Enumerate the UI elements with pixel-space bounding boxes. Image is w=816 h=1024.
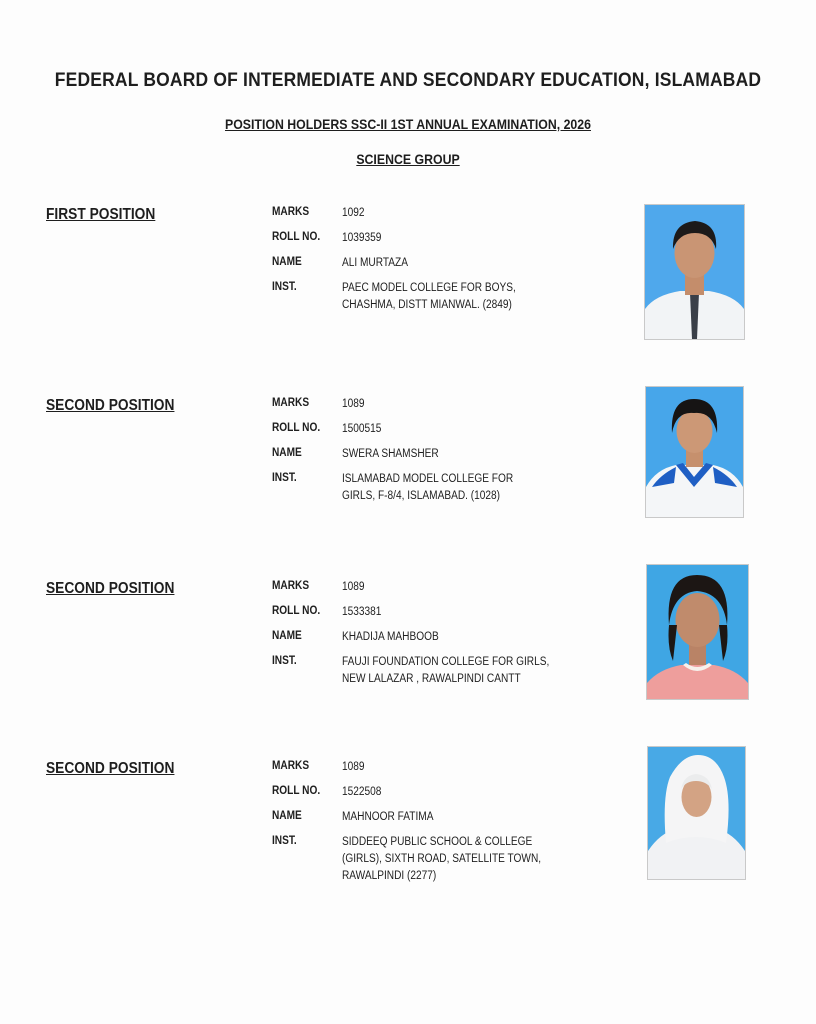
inst-label: INST. (272, 835, 297, 847)
roll-label: ROLL NO. (272, 785, 321, 797)
page-title: FEDERAL BOARD OF INTERMEDIATE AND SECONDARY EDUCATION, ISLAMABAD (54, 70, 762, 91)
name-value: KHADIJA MAHBOOB (342, 631, 439, 643)
position-label: SECOND POSITION (46, 580, 175, 597)
student-photo-girl-hijab (647, 746, 746, 880)
name-value: SWERA SHAMSHER (342, 448, 439, 460)
roll-label: ROLL NO. (272, 422, 321, 434)
inst-value: SIDDEEQ PUBLIC SCHOOL & COLLEGE (GIRLS), SIXTH ROAD, SATELLITE TOWN, RAWALPINDI (2277) (342, 836, 542, 882)
student-photo-girl (645, 386, 744, 518)
name-value: ALI MURTAZA (342, 257, 408, 269)
roll-label: ROLL NO. (272, 605, 321, 617)
marks-label: MARKS (272, 580, 310, 592)
name-value: MAHNOOR FATIMA (342, 811, 434, 823)
position-label: SECOND POSITION (46, 397, 175, 414)
name-label: NAME (272, 447, 302, 459)
inst-label: INST. (272, 281, 297, 293)
marks-value: 1089 (342, 761, 365, 773)
marks-value: 1092 (342, 207, 365, 219)
name-label: NAME (272, 630, 302, 642)
student-photo-boy (644, 204, 745, 340)
inst-label: INST. (272, 472, 297, 484)
marks-label: MARKS (272, 206, 310, 218)
roll-value: 1522508 (342, 786, 382, 798)
roll-value: 1533381 (342, 606, 382, 618)
inst-value: ISLAMABAD MODEL COLLEGE FOR GIRLS, F-8/4, ISLAMABAD. (1028) (342, 473, 514, 502)
inst-value: PAEC MODEL COLLEGE FOR BOYS, CHASHMA, DISTT MIANWAL. (2849) (342, 282, 516, 311)
group-title: SCIENCE GROUP (356, 151, 460, 167)
inst-value: FAUJI FOUNDATION COLLEGE FOR GIRLS, NEW LALAZAR , RAWALPINDI CANTT (342, 656, 550, 685)
roll-value: 1039359 (342, 232, 382, 244)
inst-label: INST. (272, 655, 297, 667)
position-label: FIRST POSITION (46, 206, 156, 223)
student-photo-girl (646, 564, 749, 700)
marks-value: 1089 (342, 398, 365, 410)
position-label: SECOND POSITION (46, 760, 175, 777)
marks-value: 1089 (342, 581, 365, 593)
marks-label: MARKS (272, 397, 310, 409)
name-label: NAME (272, 810, 302, 822)
page-subtitle: POSITION HOLDERS SSC-II 1ST ANNUAL EXAMINATION, 2026 (224, 116, 591, 132)
roll-value: 1500515 (342, 423, 382, 435)
roll-label: ROLL NO. (272, 231, 321, 243)
name-label: NAME (272, 256, 302, 268)
marks-label: MARKS (272, 760, 310, 772)
